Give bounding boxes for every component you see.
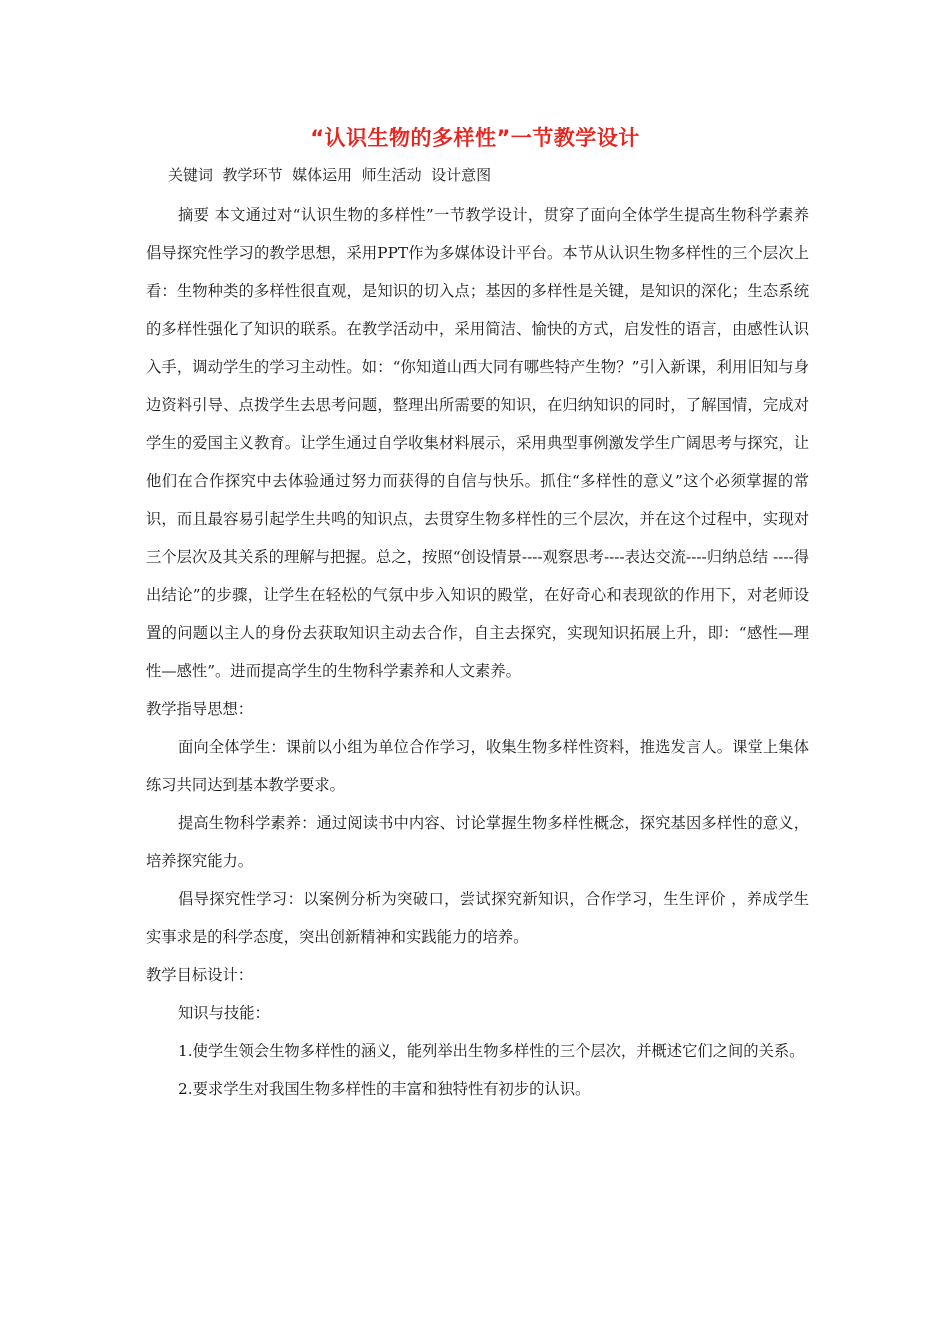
guiding-paragraph-2: 提高生物科学素养：通过阅读书中内容、讨论掌握生物多样性概念，探究基因多样性的意义，培养探究能力。 (146, 814, 809, 870)
guiding-paragraph-1: 面向全体学生：课前以小组为单位合作学习，收集生物多样性资料，推选发言人。课堂上集体练习共同达到基本教学要求。 (146, 738, 809, 794)
goal-item-2: 2.要求学生对我国生物多样性的丰富和独特性有初步的认识。 (178, 1080, 591, 1098)
goal-item-1: 1.使学生领会生物多样性的涵义，能列举出生物多样性的三个层次，并概述它们之间的关系。 (178, 1042, 805, 1060)
keywords-line: 关键词 教学环节 媒体运用 师生活动 设计意图 (168, 166, 492, 184)
document-title: “认识生物的多样性”一节教学设计 (310, 126, 640, 150)
document-body (146, 196, 809, 1108)
knowledge-heading: 知识与技能： (178, 1004, 270, 1022)
guiding-paragraph-3: 倡导探究性学习：以案例分析为突破口，尝试探究新知识，合作学习，生生评价 ，养成学生实事求是的科学态度，突出创新精神和实践能力的培养。 (146, 890, 809, 946)
goals-heading: 教学目标设计： (146, 966, 254, 984)
abstract-paragraph: 摘要 本文通过对“认识生物的多样性”一节教学设计，贯穿了面向全体学生提高生物科学素养倡导探究性学习的教学思想，采用PPT作为多媒体设计平台。本节从认识生物多样性的三个层次上看：生物种类的多样性很直观，是知识的切入点；基因的多样性是关键，是知识的深化；生态系统的多样性强化了知识的联系。在教学活动中，采用简洁、愉快的方式，启发性的语言，由感性认识入手，调动学生的学习主动性。如：“你知道山西大同有哪些特产生物？”引入新课，利用旧知与身边资料引导、点拨学生去思考问题，整理出所需要的知识，在归纳知识的同时，了解国情，完成对学生的爱国主义教育。让学生通过自学收集材料展示，采用典型事例激发学生广阔思考与探究，让他们在合作探究中去体验通过努力而获得的自信与快乐。抓住“多样性的意义”这个必须掌握的常识，而且最容易引起学生共鸣的知识点，去贯穿生物多样性的三个层次，并在这个过程中，实现对三个层次及其关系的理解与把握。总之，按照“创设情景----观察思考----表达交流----归纳总结 ----得出结论”的步骤，让学生在轻松的气氛中步入知识的殿堂，在好奇心和表现欲的作用下，对老师设置的问题以主人的身份去获取知识主动去合作，自主去探究，实现知识拓展上升，即：“感性—理性—感性”。进而提高学生的生物科学素养和人文素养。 (146, 206, 809, 680)
guiding-heading: 教学指导思想： (146, 700, 254, 718)
